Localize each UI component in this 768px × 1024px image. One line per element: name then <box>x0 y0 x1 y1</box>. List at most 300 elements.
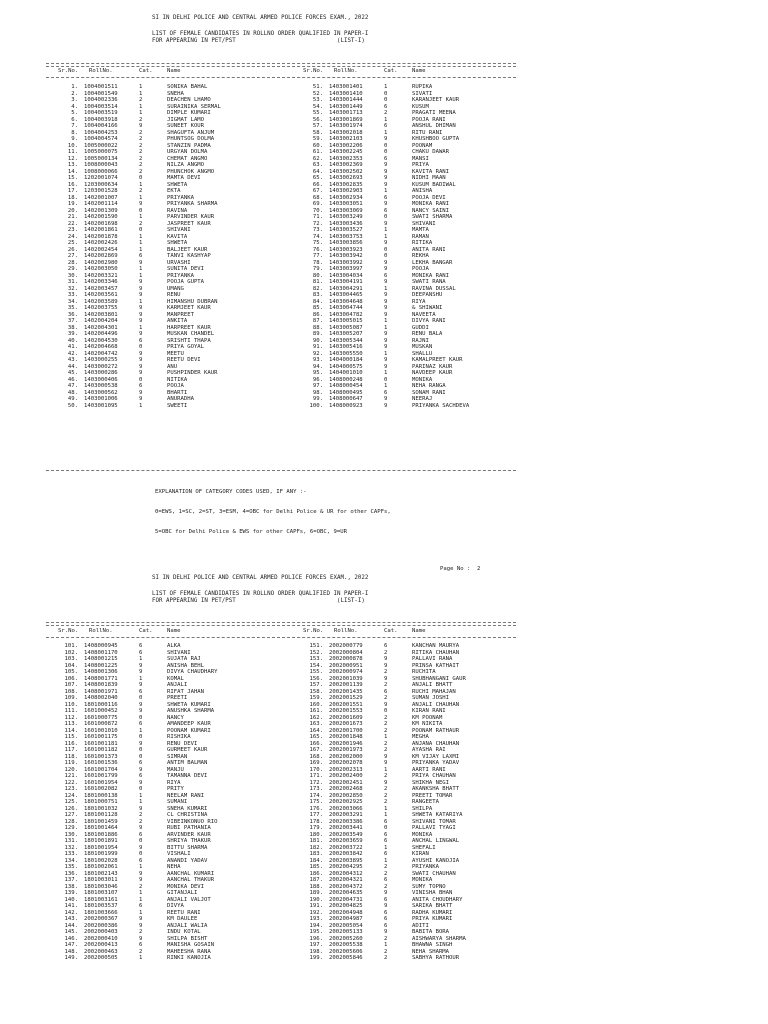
roll-no: 1403000538 <box>84 383 118 389</box>
category-code: 9 <box>139 877 143 883</box>
sr-no: 125. <box>64 799 78 805</box>
roll-no: 2002003722 <box>329 844 363 851</box>
roll-no: 1203001528 <box>84 188 118 194</box>
sr-no: 176. <box>309 805 323 812</box>
candidate-name: KAVITA RANI <box>412 168 450 175</box>
category-code: 2 <box>384 714 388 721</box>
sr-no: 152. <box>309 649 323 656</box>
sr-no: 83. <box>312 292 323 298</box>
candidate-name: ANSHUL DHIMAN <box>412 123 456 129</box>
roll-no: 2002000410 <box>84 935 118 942</box>
candidate-name: VIBEINKONUO RIO <box>167 818 218 825</box>
category-code: 1 <box>139 240 143 246</box>
category-code: 6 <box>384 155 388 162</box>
roll-no: 1801001891 <box>84 838 118 844</box>
roll-no: 1403004191 <box>329 279 363 285</box>
sr-no: 84. <box>312 298 323 305</box>
header-srno: Sr.No. <box>58 68 79 74</box>
sr-no: 192. <box>309 909 323 916</box>
sr-no: 81. <box>312 279 323 285</box>
category-code: 0 <box>139 851 143 857</box>
sr-no: 86. <box>312 311 323 318</box>
roll-no: 1408002040 <box>84 695 118 701</box>
roll-no: 1403004034 <box>329 272 363 279</box>
sr-no: 163. <box>309 721 323 727</box>
roll-no: 1801001032 <box>84 805 118 812</box>
category-code: 9 <box>139 292 143 298</box>
category-code: 0 <box>139 734 143 740</box>
category-code: 0 <box>384 708 388 714</box>
category-code: 0 <box>139 695 143 701</box>
candidate-name: RIYA <box>167 779 181 786</box>
sr-no: 92. <box>312 350 323 357</box>
candidate-name: ANURADHA <box>167 396 194 402</box>
sr-no: 108. <box>64 688 78 695</box>
roll-no: 1004003519 <box>84 110 118 116</box>
roll-no: 1801003011 <box>84 877 118 883</box>
sr-no: 115. <box>64 734 78 740</box>
category-code: 1 <box>384 370 388 376</box>
sr-no: 8. <box>71 129 78 136</box>
roll-no: 1403001444 <box>329 97 363 103</box>
roll-no: 1408001839 <box>84 682 118 688</box>
candidate-name: AKANKSHA BHATT <box>412 786 460 792</box>
sr-no: 160. <box>309 701 323 708</box>
candidate-name: KARANJEET KAUR <box>412 97 460 103</box>
category-code: 9 <box>139 779 143 786</box>
candidate-name: VINISHA BHAN <box>412 890 453 896</box>
candidate-name: AANCHAL KUMARI <box>167 870 215 877</box>
category-code: 9 <box>139 259 143 266</box>
category-code: 1 <box>139 799 143 805</box>
sr-no: 153. <box>309 656 323 662</box>
sr-no: 12. <box>67 155 78 162</box>
sr-no: 140. <box>64 896 78 903</box>
category-code: 6 <box>384 838 388 844</box>
category-code: 2 <box>384 747 388 753</box>
candidate-name: POOJA RANI <box>412 116 446 123</box>
sr-no: 11. <box>67 149 78 155</box>
category-code: 0 <box>139 714 143 721</box>
explanation-line: 0=EWS, 1=SC, 2=ST, 3=ESM, 4=OBC for Delhi Police & UR for other CAPFs, <box>155 508 391 515</box>
candidate-name: HIMANSHU DUBRAN <box>167 298 218 305</box>
roll-no: 2002000974 <box>329 669 363 675</box>
roll-no: 2002005054 <box>329 922 363 929</box>
sr-no: 130. <box>64 831 78 838</box>
roll-no: 1402004204 <box>84 318 118 324</box>
category-explanation <box>155 476 391 549</box>
category-code: 1 <box>384 324 388 331</box>
sr-no: 60. <box>312 142 323 149</box>
roll-no: 2002004987 <box>329 916 363 922</box>
roll-no: 1601000872 <box>84 721 118 727</box>
category-code: 2 <box>384 649 388 656</box>
category-code: 9 <box>384 675 388 682</box>
category-code: 9 <box>384 890 388 896</box>
category-code: 6 <box>384 389 388 396</box>
roll-no: 1801001128 <box>84 812 118 818</box>
sr-no: 145. <box>64 929 78 935</box>
candidate-name: URGYAN DOLMA <box>167 149 208 155</box>
roll-no: 2002001946 <box>329 740 363 747</box>
candidate-name: MUSKAN CHANDEL <box>167 331 215 337</box>
category-code: 9 <box>384 656 388 662</box>
category-code: 9 <box>384 266 388 272</box>
candidate-name: POOJA <box>167 383 184 389</box>
roll-no: 1403003997 <box>329 266 363 272</box>
roll-no: 2002000386 <box>84 922 118 929</box>
sr-no: 59. <box>312 136 323 142</box>
category-code: 1 <box>384 188 388 194</box>
candidate-name: MONIKA DEVI <box>167 883 205 890</box>
candidate-name: SHWETA KATARIYA <box>412 812 463 818</box>
category-code: 9 <box>139 370 143 376</box>
sr-no: 194. <box>309 922 323 929</box>
category-code: 9 <box>139 201 143 207</box>
category-code: 1 <box>384 383 388 389</box>
candidate-name: SHILPA <box>412 805 433 812</box>
candidate-name: SHALLU <box>412 350 433 357</box>
roll-no: 2002000367 <box>84 916 118 922</box>
roll-no: 1402003321 <box>84 272 118 279</box>
category-code: 2 <box>384 773 388 779</box>
sr-no: 72. <box>312 220 323 227</box>
sr-no: 112. <box>64 714 78 721</box>
sr-no: 99. <box>312 396 323 402</box>
sr-no: 23. <box>67 227 78 233</box>
sr-no: 41. <box>67 344 78 350</box>
exam-title: SI IN DELHI POLICE AND CENTRAL ARMED POLICE FORCES EXAM., 2022 <box>152 575 369 581</box>
category-code: 9 <box>384 311 388 318</box>
sr-no: 118. <box>64 753 78 760</box>
roll-no: 2002001673 <box>329 721 363 727</box>
roll-no: 1403002206 <box>329 142 363 149</box>
sr-no: 97. <box>312 383 323 389</box>
roll-no: 1403002502 <box>329 168 363 175</box>
candidate-name: PHUNTSOG DOLMA <box>167 136 215 142</box>
header-cat: Cat. <box>384 628 398 634</box>
category-code: 9 <box>139 662 143 669</box>
candidate-name: ANJALI VALJOT <box>167 896 211 903</box>
candidate-name: GURMEET KAUR <box>167 747 208 753</box>
candidate-name: KANCHAN MAURYA <box>412 643 460 649</box>
candidate-name: ANJALI WALIA <box>167 922 208 929</box>
roll-no: 2002001039 <box>329 675 363 682</box>
candidate-name: SHIKHA NEGI <box>412 779 450 786</box>
candidate-name: ANUSHKA SHARMA <box>167 708 215 714</box>
roll-no: 1402002869 <box>84 253 118 259</box>
candidate-name: ANU <box>167 363 178 370</box>
header-cat: Cat. <box>139 628 153 634</box>
sr-no: 196. <box>309 935 323 942</box>
sr-no: 38. <box>67 324 78 331</box>
roll-no: 1402004301 <box>84 324 118 331</box>
sr-no: 107. <box>64 682 78 688</box>
sr-no: 188. <box>309 883 323 890</box>
candidate-name: RENU <box>167 292 181 298</box>
sr-no: 111. <box>64 708 78 714</box>
sr-no: 138. <box>64 883 78 890</box>
roll-no: 2002004948 <box>329 909 363 916</box>
category-code: 0 <box>384 90 388 97</box>
candidate-name: RITU RANI <box>412 129 443 136</box>
sr-no: 157. <box>309 682 323 688</box>
candidate-name: SUMAN JOSHI <box>412 695 450 701</box>
roll-no: 1801002028 <box>84 857 118 864</box>
sr-no: 191. <box>309 903 323 909</box>
category-code: 6 <box>384 877 388 883</box>
candidate-name: PALLAVI RANA <box>412 656 453 662</box>
roll-no: 1408001306 <box>84 669 118 675</box>
candidate-name: EKTA <box>167 188 181 194</box>
candidate-name: BHARTI <box>167 389 188 396</box>
candidate-name: MUSKAN <box>412 344 433 350</box>
header-rollno: RollNo. <box>334 68 358 74</box>
sr-no: 154. <box>309 662 323 669</box>
roll-no: 2002001609 <box>329 714 363 721</box>
candidate-name: ANKITA <box>167 318 188 324</box>
roll-no: 1403003527 <box>329 227 363 233</box>
category-code: 2 <box>384 110 388 116</box>
roll-no: 1601001175 <box>84 734 118 740</box>
roll-no: 1801001886 <box>84 831 118 838</box>
roll-no: 1403005550 <box>329 350 363 357</box>
candidate-name: & SHIWANI <box>412 305 443 311</box>
roll-no: 1408000923 <box>329 402 363 409</box>
roll-no: 2002002000 <box>329 753 363 760</box>
roll-no: 2002004321 <box>329 877 363 883</box>
candidate-name: DIVYA CHAUDHARY <box>167 669 218 675</box>
category-code: 9 <box>384 175 388 181</box>
roll-no: 1403005344 <box>329 337 363 344</box>
candidate-name: SUNEET KOUR <box>167 123 205 129</box>
roll-no: 1801001954 <box>84 844 118 851</box>
candidate-name: RENU BALA <box>412 331 443 337</box>
candidate-name: NAVEETA <box>412 311 436 318</box>
roll-no: 1402003801 <box>84 311 118 318</box>
candidate-name: NEHA <box>167 864 181 870</box>
category-code: 9 <box>384 259 388 266</box>
sr-no: 2. <box>71 90 78 97</box>
candidate-name: ANISHA <box>412 188 433 194</box>
roll-no: 1403002835 <box>329 181 363 188</box>
roll-no: 1403002103 <box>329 136 363 142</box>
candidate-name: SHILPA BISHT <box>167 935 208 942</box>
candidate-name: SHWETA <box>167 240 188 246</box>
roll-no: 1403002369 <box>329 162 363 168</box>
candidate-name: CHAKU DAWAR <box>412 149 450 155</box>
divider <box>46 625 516 626</box>
candidate-name: CHEMAT ANGMO <box>167 155 208 162</box>
exam-title: SI IN DELHI POLICE AND CENTRAL ARMED POLICE FORCES EXAM., 2022 <box>152 15 369 21</box>
sr-no: 132. <box>64 844 78 851</box>
sr-no: 53. <box>312 97 323 103</box>
sr-no: 3. <box>71 97 78 103</box>
roll-no: 1601001704 <box>84 766 118 773</box>
roll-no: 1403000255 <box>84 357 118 363</box>
sr-no: 88. <box>312 324 323 331</box>
category-code: 6 <box>139 831 143 838</box>
roll-no: 1403005207 <box>329 331 363 337</box>
candidate-name: SWEETI <box>167 402 188 409</box>
candidate-name: KM NIKITA <box>412 721 443 727</box>
category-code: 1 <box>384 129 388 136</box>
category-code: 2 <box>384 721 388 727</box>
sr-no: 25. <box>67 240 78 246</box>
category-code: 9 <box>384 292 388 298</box>
candidate-name: RUCHITA <box>412 669 436 675</box>
sr-no: 82. <box>312 285 323 292</box>
sr-no: 46. <box>67 376 78 383</box>
candidate-name: SUNITA DEVI <box>167 266 205 272</box>
category-code: 2 <box>139 883 143 890</box>
sr-no: 105. <box>64 669 78 675</box>
roll-no: 1403005416 <box>329 344 363 350</box>
divider <box>46 470 516 471</box>
candidate-name: DIVYA RANI <box>412 318 446 324</box>
category-code: 1 <box>384 844 388 851</box>
candidate-name: MONIKA <box>412 376 433 383</box>
candidate-name: UMANG <box>167 285 184 292</box>
candidate-name: MANISHA GOSAIN <box>167 942 215 948</box>
sr-no: 123. <box>64 786 78 792</box>
sr-no: 137. <box>64 877 78 883</box>
roll-no: 2002003066 <box>329 805 363 812</box>
sr-no: 195. <box>309 929 323 935</box>
sr-no: 71. <box>312 214 323 220</box>
category-code: 9 <box>384 162 388 168</box>
sr-no: 98. <box>312 389 323 396</box>
roll-no: 1403004782 <box>329 311 363 318</box>
sr-no: 42. <box>67 350 78 357</box>
category-code: 1 <box>139 656 143 662</box>
sr-no: 110. <box>64 701 78 708</box>
candidate-name: PRIYA KUMARI <box>412 916 453 922</box>
roll-no: 1403002018 <box>329 129 363 136</box>
sr-no: 73. <box>312 227 323 233</box>
candidate-name: AYUSHI KANOJIA <box>412 857 460 864</box>
category-code: 6 <box>384 103 388 110</box>
category-code: 6 <box>384 123 388 129</box>
roll-no: 2002002468 <box>329 786 363 792</box>
sr-no: 58. <box>312 129 323 136</box>
sr-no: 32. <box>67 285 78 292</box>
sr-no: 93. <box>312 357 323 363</box>
sr-no: 57. <box>312 123 323 129</box>
candidate-name: RUBI PATHANIA <box>167 825 211 831</box>
category-code: 9 <box>139 682 143 688</box>
candidate-name: POONAM <box>412 142 433 149</box>
sr-no: 187. <box>309 877 323 883</box>
category-code: 2 <box>139 948 143 955</box>
candidate-name: GITANJALI <box>167 890 198 896</box>
list-subtitle: LIST OF FEMALE CANDIDATES IN ROLLNO ORDER QUALIFIED IN PAPER-I <box>152 31 369 37</box>
sr-no: 168. <box>309 753 323 760</box>
sr-no: 95. <box>312 370 323 376</box>
sr-no: 121. <box>64 773 78 779</box>
sr-no: 31. <box>67 279 78 285</box>
sr-no: 65. <box>312 175 323 181</box>
roll-no: 2002004825 <box>329 903 363 909</box>
category-code: 9 <box>384 136 388 142</box>
sr-no: 144. <box>64 922 78 929</box>
sr-no: 173. <box>309 786 323 792</box>
roll-no: 1402004742 <box>84 350 118 357</box>
category-code: 1 <box>384 116 388 123</box>
category-code: 2 <box>139 116 143 123</box>
sr-no: 85. <box>312 305 323 311</box>
sr-no: 169. <box>309 760 323 766</box>
candidate-name: RIYA <box>412 298 426 305</box>
category-code: 9 <box>139 870 143 877</box>
roll-no: 1403003992 <box>329 259 363 266</box>
candidate-name: SHWETA KUMARI <box>167 701 211 708</box>
category-code: 6 <box>139 857 143 864</box>
sr-no: 184. <box>309 857 323 864</box>
roll-no: 1801001999 <box>84 851 118 857</box>
category-code: 2 <box>139 929 143 935</box>
candidate-name: KM VIJAY LAXMI <box>412 753 460 760</box>
category-code: 9 <box>139 916 143 922</box>
roll-no: 1403000562 <box>84 389 118 396</box>
category-code: 6 <box>384 207 388 214</box>
candidate-name: SUMANI <box>167 799 188 805</box>
category-code: 6 <box>384 272 388 279</box>
candidate-name: JIGMAT LAMO <box>167 116 205 123</box>
header-name: Name <box>412 628 426 634</box>
category-code: 9 <box>139 844 143 851</box>
category-code: 1 <box>139 103 143 110</box>
sr-no: 141. <box>64 903 78 909</box>
sr-no: 120. <box>64 766 78 773</box>
candidate-name: URVASHI <box>167 259 191 266</box>
candidate-name: ADITI <box>412 922 429 929</box>
header-name: Name <box>167 628 181 634</box>
roll-no: 1801002061 <box>84 864 118 870</box>
roll-no: 1801000116 <box>84 701 118 708</box>
roll-no: 2002004312 <box>329 870 363 877</box>
header-cat: Cat. <box>384 68 398 74</box>
sr-no: 48. <box>67 389 78 396</box>
candidate-name: ANJALI BHATT <box>412 682 453 688</box>
candidate-name: PRIYANKA YADAV <box>412 760 460 766</box>
sr-no: 24. <box>67 233 78 240</box>
candidate-name: SHIVANI <box>167 649 191 656</box>
category-code: 9 <box>139 805 143 812</box>
roll-no: 1402002980 <box>84 259 118 266</box>
candidate-name: PHUNCHOK ANGMO <box>167 168 215 175</box>
sr-no: 131. <box>64 838 78 844</box>
sr-no: 89. <box>312 331 323 337</box>
roll-no: 1601001182 <box>84 747 118 753</box>
candidate-name: KUSUM BADIWAL <box>412 181 456 188</box>
sr-no: 34. <box>67 298 78 305</box>
candidate-name: SUJATA RAJ <box>167 656 201 662</box>
category-code: 9 <box>139 311 143 318</box>
category-code: 9 <box>384 305 388 311</box>
roll-no: 1402003755 <box>84 305 118 311</box>
roll-no: 1004004253 <box>84 129 118 136</box>
candidate-name: SHAGUFTA ANJUM <box>167 129 215 136</box>
category-code: 2 <box>384 864 388 870</box>
roll-no: 1004004574 <box>84 136 118 142</box>
category-code: 0 <box>384 825 388 831</box>
candidate-name: AARTI RANI <box>412 766 446 773</box>
candidate-name: MAHEESHA RANA <box>167 948 211 955</box>
category-code: 1 <box>384 812 388 818</box>
category-code: 6 <box>139 649 143 656</box>
roll-no: 2002002451 <box>329 779 363 786</box>
